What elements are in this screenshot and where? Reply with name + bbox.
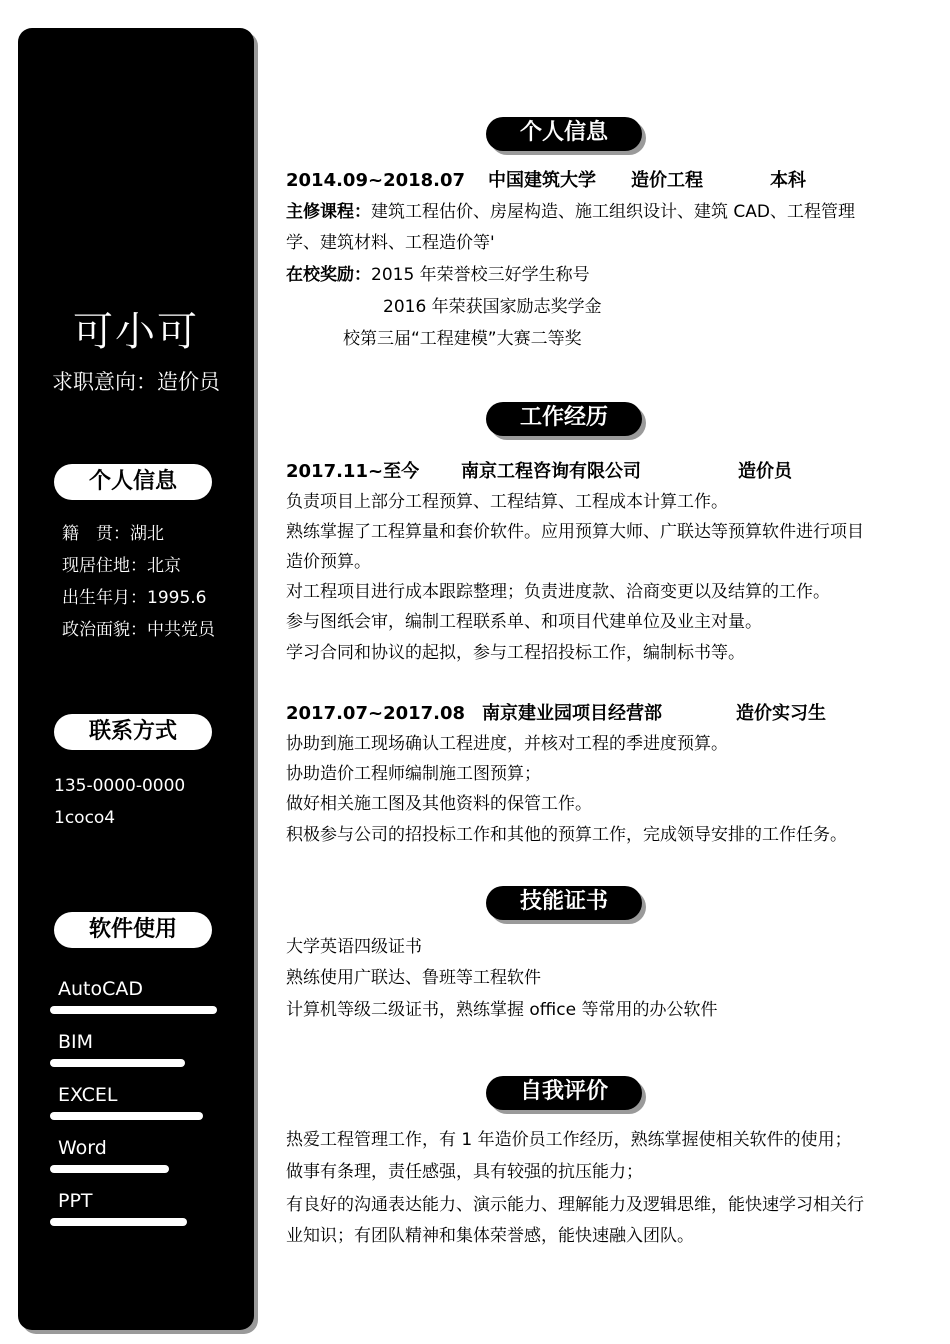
job-period: 2017.07~2017.08 [286, 703, 466, 724]
job-duty-line: 参与图纸会审，编制工程联系单、和项目代建单位及业主对量。 [286, 612, 762, 632]
job-duty-line: 对工程项目进行成本跟踪整理；负责进度款、洽商变更以及结算的工作。 [286, 582, 830, 602]
software-level-bar [50, 1218, 187, 1226]
self-eval-line: 热爱工程管理工作，有 1 年造价员工作经历，熟练掌握使相关软件的使用； [286, 1130, 852, 1150]
software-name: PPT [58, 1190, 93, 1212]
job-position: 造价员 [738, 461, 792, 482]
education-header-row [286, 165, 886, 196]
software-item-autocad [50, 976, 217, 1014]
self-eval-line: 业知识；有团队精神和集体荣誉感，能快速融入团队。 [286, 1226, 694, 1246]
self-eval-line: 做事有条理，责任感强，具有较强的抗压能力； [286, 1162, 643, 1182]
award-item: 2016 年荣获国家励志奖学金 [383, 297, 602, 317]
awards-label: 在校奖励： [286, 265, 371, 285]
contact-handle: 1coco4 [54, 808, 116, 828]
info-value: 1995.6 [147, 588, 207, 608]
info-label: 籍 贯： [62, 524, 130, 544]
info-row-residence [62, 550, 215, 582]
software-level-bar [50, 1059, 185, 1067]
software-name: EXCEL [58, 1084, 118, 1106]
job-header-row [286, 698, 886, 729]
job-duty-line: 协助造价工程师编制施工图预算； [286, 764, 541, 784]
job-duty-line: 学习合同和协议的起拟，参与工程招投标工作，编制标书等。 [286, 643, 745, 663]
info-label: 出生年月： [62, 588, 147, 608]
education-degree: 本科 [770, 170, 806, 191]
job-intent-label: 求职意向： [52, 370, 157, 394]
skills-heading: 技能证书 [486, 886, 642, 920]
work-heading: 工作经历 [486, 402, 642, 436]
info-row-birth [62, 582, 215, 614]
job-header-row [286, 456, 886, 487]
software-item-bim [50, 1029, 185, 1067]
job-duty-line: 协助到施工现场确认工程进度，并核对工程的季进度预算。 [286, 734, 728, 754]
award-item: 校第三届“工程建模”大赛二等奖 [343, 329, 582, 349]
skill-line: 计算机等级二级证书，熟练掌握 office 等常用的办公软件 [286, 1000, 718, 1020]
info-row-hometown [62, 518, 215, 550]
education-school: 中国建筑大学 [488, 170, 596, 191]
info-value: 北京 [147, 556, 181, 576]
software-level-bar [50, 1112, 203, 1120]
software-level-bar [50, 1165, 169, 1173]
software-name: AutoCAD [58, 978, 144, 1000]
info-label: 政治面貌： [62, 620, 147, 640]
job-company: 南京工程咨询有限公司 [461, 461, 641, 482]
software-item-excel [50, 1082, 203, 1120]
education-period: 2014.09~2018.07 [286, 170, 466, 191]
job-company: 南京建业园项目经营部 [482, 703, 662, 724]
phone-number: 135-0000-0000 [54, 776, 186, 796]
info-value: 湖北 [130, 524, 164, 544]
software-item-word [50, 1135, 169, 1173]
info-value: 中共党员 [147, 620, 215, 640]
software-heading: 软件使用 [54, 912, 212, 948]
education-heading: 个人信息 [486, 117, 642, 151]
contact-list [54, 770, 185, 834]
award-item: 2015 年荣誉校三好学生称号 [371, 265, 590, 285]
personal-info-heading: 个人信息 [54, 464, 212, 500]
skill-line: 熟练使用广联达、鲁班等工程软件 [286, 968, 541, 988]
info-row-political [62, 614, 215, 646]
sidebar [18, 28, 254, 1330]
job-duty-line: 做好相关施工图及其他资料的保管工作。 [286, 794, 592, 814]
skill-line: 大学英语四级证书 [286, 937, 422, 957]
info-label: 现居住地： [62, 556, 147, 576]
self-eval-line: 有良好的沟通表达能力、演示能力、理解能力及逻辑思维，能快速学习相关行 [286, 1195, 864, 1215]
self-eval-heading: 自我评价 [486, 1076, 642, 1110]
software-name: Word [58, 1137, 107, 1159]
candidate-name: 可小可 [73, 309, 199, 355]
courses-text: 建筑工程估价、房屋构造、施工组织设计、建筑 CAD、工程管理 [371, 202, 855, 222]
education-major: 造价工程 [631, 170, 703, 191]
courses-label: 主修课程： [286, 202, 371, 222]
job-duty-line: 熟练掌握了工程算量和套价软件。应用预算大师、广联达等预算软件进行项目 [286, 522, 864, 542]
contact-heading: 联系方式 [54, 714, 212, 750]
awards-line-1 [286, 260, 590, 291]
job-position: 造价实习生 [736, 703, 826, 724]
courses-line-2: 学、建筑材料、工程造价等' [286, 233, 495, 253]
job-duty-line: 积极参与公司的招投标工作和其他的预算工作，完成领导安排的工作任务。 [286, 825, 847, 845]
software-level-bar [50, 1006, 217, 1014]
personal-info-list [62, 518, 215, 646]
job-intent [18, 366, 254, 396]
job-duty-line: 负责项目上部分工程预算、工程结算、工程成本计算工作。 [286, 492, 728, 512]
job-intent-value: 造价员 [157, 370, 220, 394]
job-duty-line: 造价预算。 [286, 552, 371, 572]
software-item-ppt [50, 1188, 187, 1226]
job-period: 2017.11~至今 [286, 461, 420, 482]
courses-line-1 [286, 197, 855, 228]
software-name: BIM [58, 1031, 94, 1053]
